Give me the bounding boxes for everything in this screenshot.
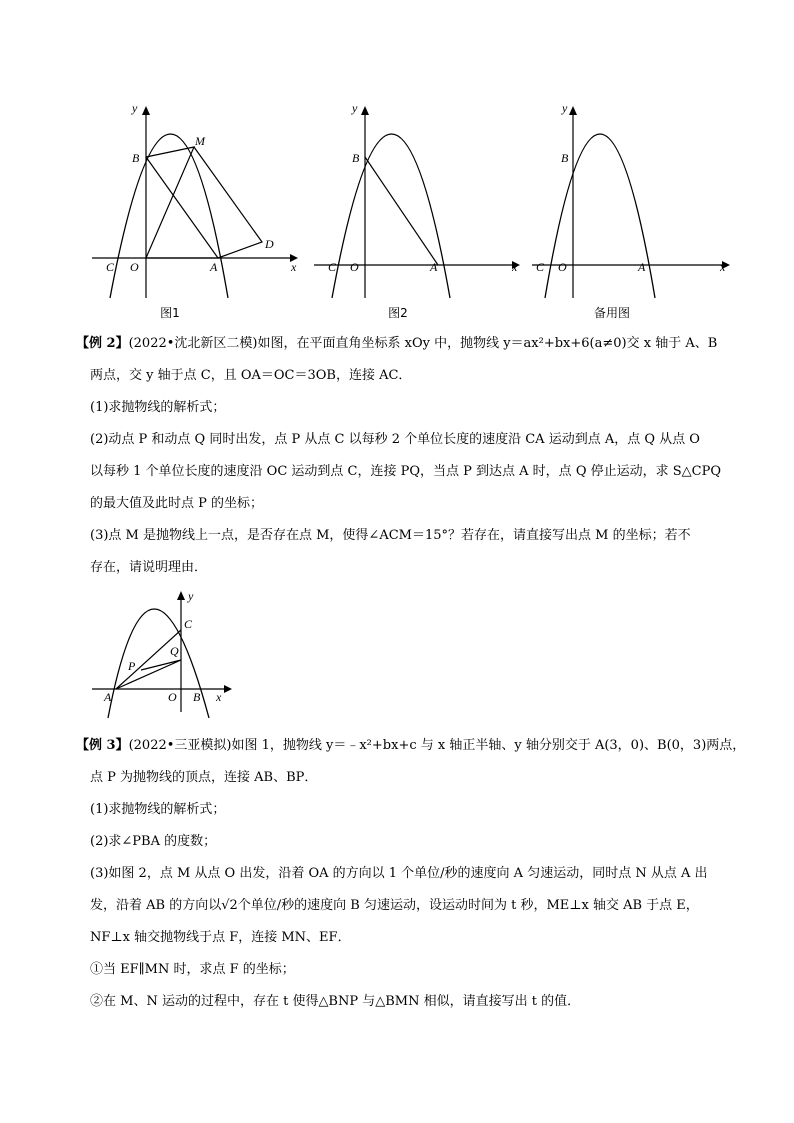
fig3-label-x: x	[720, 260, 726, 274]
ex3-tag: 【例 3】	[76, 738, 129, 753]
fig1-label-d: D	[265, 237, 274, 251]
ex2-line2: 两点，交 y 轴于点 C，且 OA＝OC＝3OB，连接 AC．	[90, 368, 412, 383]
ex2-label-a: A	[104, 690, 112, 704]
ex2-tag: 【例 2】	[76, 336, 129, 351]
ex2-q2b: 以每秒 1 个单位长度的速度沿 OC 运动到点 C，连接 PQ，当点 P 到达点 A 时，点 Q 停止运动，求 S△CPQ	[90, 464, 721, 479]
ex3-q3a: (3)如图 2，点 M 从点 O 出发，沿着 OA 的方向以 1 个单位/秒的速度向 A 匀速运动，同时点 N 从点 A 出	[90, 866, 708, 881]
ex2-label-q: Q	[170, 644, 179, 658]
ex2-label-x: x	[216, 690, 222, 704]
fig1-label-x: x	[291, 260, 297, 274]
ex3-text1: (2022•三亚模拟)如图 1，抛物线 y＝﹣x²+bx+c 与 x 轴正半轴、y 轴分别交于 A(3，0)、B(0，3)两点，	[128, 738, 746, 753]
fig3-label-y: y	[562, 101, 568, 115]
ex3-q3b: 发，沿着 AB 的方向以√2个单位/秒的速度向 B 匀速运动，设运动时间为 t 秒，ME⊥x 轴交 AB 于点 E，	[90, 898, 699, 913]
fig3-label-o: O	[558, 260, 567, 274]
ex2-x-arrow	[224, 685, 232, 693]
ex2-y-arrow	[177, 591, 185, 600]
ex2-text1: (2022•沈北新区二模)如图，在平面直角坐标系 xOy 中，抛物线 y＝ax²+bx+6(a≠0)交 x 轴于 A、B	[128, 336, 718, 351]
ex3-q3c: NF⊥x 轴交抛物线于点 F，连接 MN、EF．	[90, 930, 351, 945]
fig1-label-y: y	[132, 101, 138, 115]
fig2-label-b: B	[352, 151, 360, 165]
fig2-label-y: y	[352, 101, 358, 115]
ex2-label-b: B	[193, 690, 201, 704]
ex2-segments-pq	[116, 660, 181, 689]
ex3-line1	[76, 736, 745, 756]
ex2-q2a: (2)动点 P 和动点 Q 同时出发，点 P 从点 C 以每秒 2 个单位长度的速度沿 CA 运动到点 A，点 Q 从点 O	[90, 432, 700, 447]
fig3-label-b: B	[561, 151, 569, 165]
ex2-label-c: C	[184, 617, 193, 631]
ex2-q3a: (3)点 M 是抛物线上一点，是否存在点 M，使得∠ACM＝15°？若存在，请直接写出点 M 的坐标；若不	[90, 528, 691, 543]
caption-spare: 备用图	[593, 306, 630, 320]
fig2-label-c: C	[328, 260, 337, 274]
fig1-label-c: C	[106, 260, 115, 274]
fig2-label-a: A	[430, 260, 438, 274]
ex2-triangle-ac	[116, 630, 181, 689]
ex3-q3-1: ①当 EF∥MN 时，求点 F 的坐标；	[90, 962, 295, 977]
ex3-q3-2: ②在 M、N 运动的过程中，存在 t 使得△BNP 与△BMN 相似，请直接写出 t 的值．	[90, 994, 581, 1009]
fig1-label-o: O	[130, 260, 139, 274]
ex2-q2c: 的最大值及此时点 P 的坐标；	[90, 496, 264, 511]
fig2-label-x: x	[512, 260, 518, 274]
ex2-label-y: y	[188, 589, 194, 603]
fig1-label-b: B	[132, 151, 140, 165]
ex2-q3b: 存在，请说明理由．	[90, 560, 208, 575]
fig2-label-o: O	[350, 260, 359, 274]
fig3-label-a: A	[638, 260, 646, 274]
caption-fig1: 图1	[160, 306, 180, 320]
fig3-label-c: C	[536, 260, 545, 274]
ex3-line2: 点 P 为抛物线的顶点，连接 AB、BP．	[90, 770, 318, 785]
ex2-label-p: P	[128, 659, 136, 673]
ex2-label-o: O	[168, 690, 177, 704]
fig1-label-m: M	[195, 134, 205, 148]
caption-fig2: 图2	[388, 306, 408, 320]
ex2-q1: (1)求抛物线的解析式；	[90, 400, 226, 415]
ex3-q2: (2)求∠PBA 的度数；	[90, 834, 217, 849]
fig1-label-a: A	[210, 260, 218, 274]
ex3-q1: (1)求抛物线的解析式；	[90, 802, 226, 817]
